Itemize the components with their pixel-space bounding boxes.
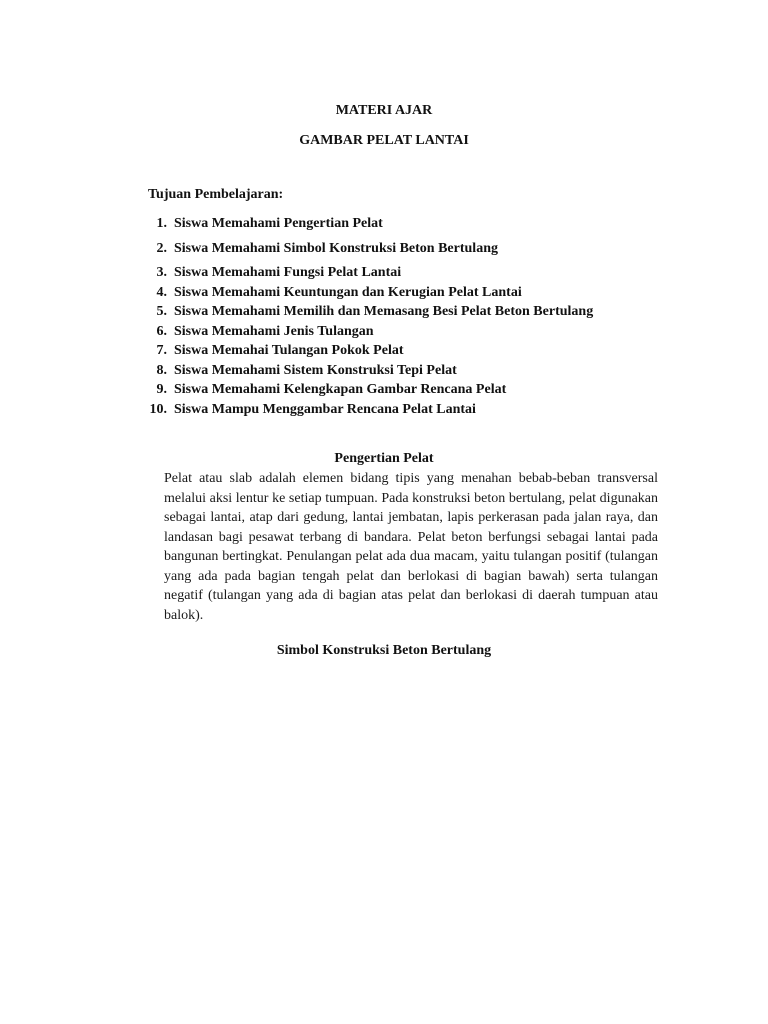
list-item [140,322,700,342]
list-item-number: 8. [156,362,167,378]
objectives-heading: Tujuan Pembelajaran: [148,187,284,202]
list-item [140,283,700,303]
list-item-number: 9. [156,382,167,397]
list-item-text: Siswa Memahami Pengertian Pelat [174,216,383,231]
list-item-text: Siswa Memahai Tulangan Pokok Pelat [174,343,404,358]
list-item [140,380,700,400]
list-item-text: Siswa Memahami Sistem Konstruksi Tepi Pelat [174,362,457,378]
list-item-number: 7. [156,343,167,358]
list-item [140,239,700,259]
list-item [140,361,700,381]
list-item-number: 3. [156,265,167,280]
list-item-number: 4. [156,284,167,300]
list-item-number: 6. [156,323,167,339]
section-paragraph: Pelat atau slab adalah elemen bidang tipis yang menahan bebab-beban transversal melalui aksi lentur ke setiap tumpuan. Pada konstruksi beton bertulang, pelat digunakan sebagai lantai, atap dari gedung, lantai jembatan, lapis perkerasan pada jalan raya, dan landasan bagi pesawat terbang di bandara. Pelat beton berfungsi sebagai lantai pada bangunan bertingkat. Penulangan pelat ada dua macam, yaitu tulangan positif (tulangan yang ada pada bagian tengah pelat dan berlokasi di bagian bawah) serta tulangan negatif (tulangan yang ada di bagian atas pelat dan berlokasi di daerah tumpuan atau balok). [164,471,658,623]
list-item-text: Siswa Mampu Menggambar Rencana Pelat Lantai [174,401,476,417]
list-item [140,263,700,283]
document-subtitle: GAMBAR PELAT LANTAI [299,133,469,148]
list-item-number: 10. [149,401,167,417]
document-title: MATERI AJAR [335,103,433,118]
list-item-number: 5. [156,304,167,319]
section-heading-simbol: Simbol Konstruksi Beton Bertulang [276,643,492,658]
list-item [140,214,700,234]
list-item-text: Siswa Memahami Fungsi Pelat Lantai [174,265,402,280]
list-item [140,341,700,361]
list-item-number: 2. [156,240,167,256]
list-item-text: Siswa Memahami Keuntungan dan Kerugian Pelat Lantai [174,284,522,300]
list-item-text: Siswa Memahami Jenis Tulangan [174,323,374,339]
list-item-text: Siswa Memahami Kelengkapan Gambar Rencana Pelat [174,382,507,397]
list-item-text: Siswa Memahami Simbol Konstruksi Beton Bertulang [174,240,498,256]
list-item [140,400,700,420]
list-item-text: Siswa Memahami Memilih dan Memasang Besi Pelat Beton Bertulang [174,304,594,319]
section-heading-pengertian: Pengertian Pelat [334,451,434,466]
list-item-number: 1. [156,216,167,231]
list-item [140,302,700,322]
objectives-list [140,214,700,419]
